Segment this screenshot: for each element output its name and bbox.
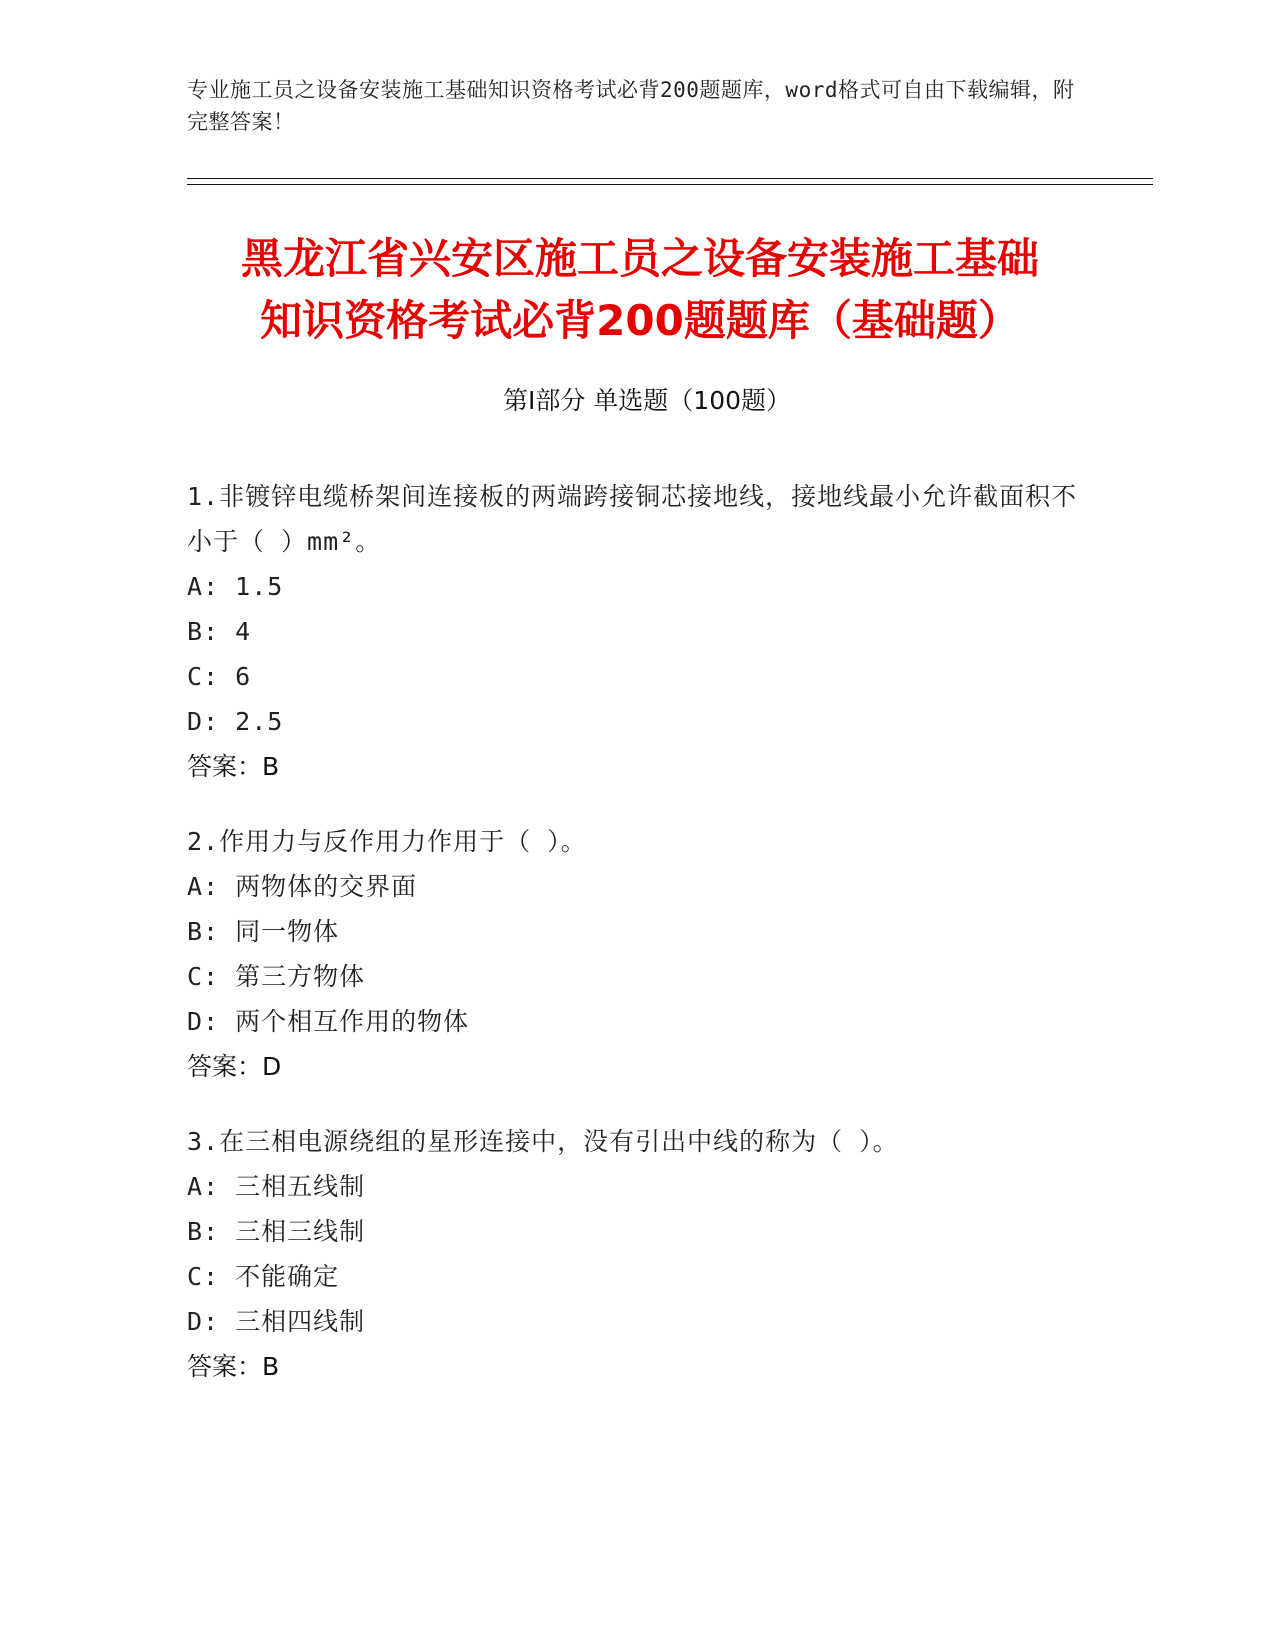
option-b: B: 三相三线制	[187, 1217, 366, 1246]
answer: 答案：B	[187, 752, 280, 781]
question-text: 3.在三相电源绕组的星形连接中，没有引出中线的称为（ ）。	[187, 1127, 899, 1156]
option-d: D: 三相四线制	[187, 1307, 366, 1336]
option-b: B: 4	[187, 617, 252, 646]
section-title: 第Ⅰ部分 单选题（100题）	[502, 386, 792, 415]
title-line-2: 知识资格考试必背200题题库（基础题）	[260, 296, 1020, 345]
header-rule-bottom	[187, 184, 1153, 185]
option-d: D: 两个相互作用的物体	[187, 1007, 470, 1036]
document-title	[180, 228, 1100, 352]
title-line-1: 黑龙江省兴安区施工员之设备安装施工基础	[240, 234, 1039, 283]
option-c: C: 不能确定	[187, 1262, 340, 1291]
option-a: A: 两物体的交界面	[187, 872, 418, 901]
option-c: C: 第三方物体	[187, 962, 366, 991]
question-item	[187, 1119, 1087, 1389]
question-list	[187, 474, 1087, 1419]
answer: 答案：D	[187, 1052, 282, 1081]
header-rule-top	[187, 178, 1153, 179]
question-text: 1.非镀锌电缆桥架间连接板的两端跨接铜芯接地线，接地线最小允许截面积不小于（ ）mm²。	[187, 482, 1078, 556]
question-item	[187, 819, 1087, 1089]
question-item	[187, 474, 1087, 789]
answer: 答案：B	[187, 1352, 280, 1381]
question-text: 2.作用力与反作用力作用于（ ）。	[187, 827, 587, 856]
option-d: D: 2.5	[187, 707, 284, 736]
option-b: B: 同一物体	[187, 917, 340, 946]
option-a: A: 1.5	[187, 572, 284, 601]
option-c: C: 6	[187, 662, 252, 691]
option-a: A: 三相五线制	[187, 1172, 366, 1201]
header-note: 专业施工员之设备安装施工基础知识资格考试必背200题题库，word格式可自由下载编辑，附完整答案！	[187, 78, 1075, 134]
